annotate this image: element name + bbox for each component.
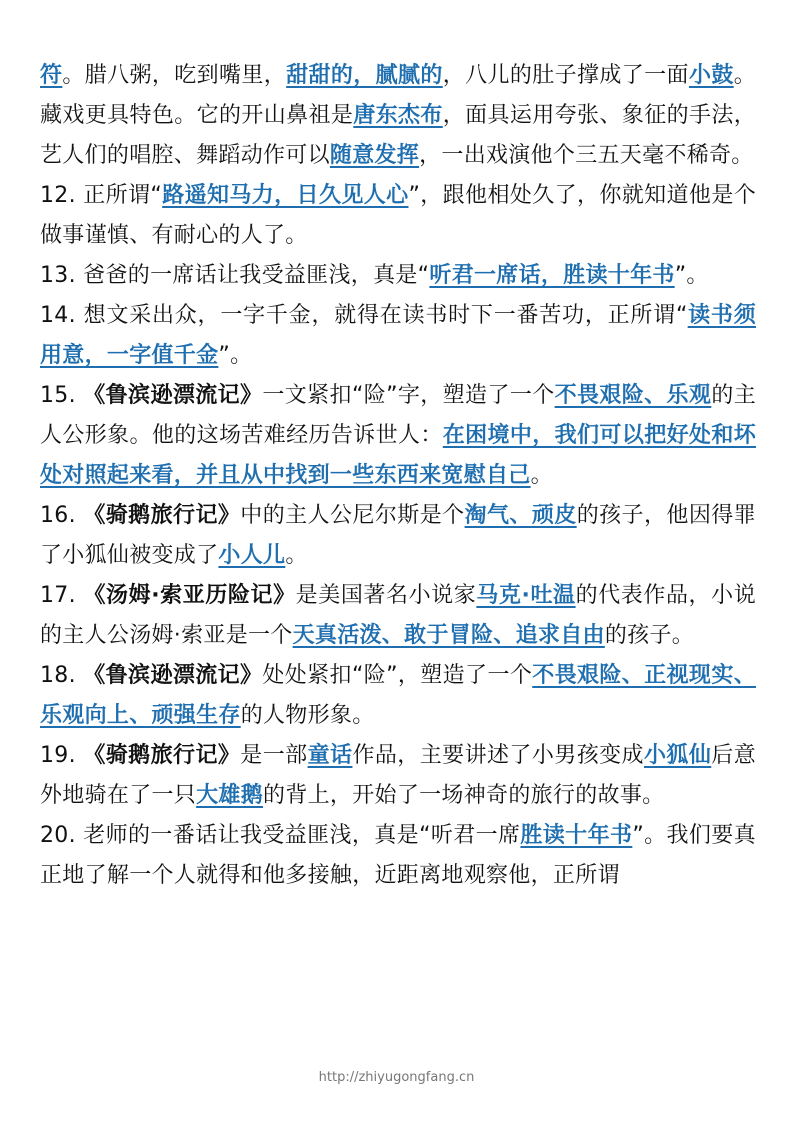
body-text: 的代表作品，小说的主人公汤姆·索亚是一个 — [40, 583, 757, 648]
body-text: 的人物形象。 — [240, 703, 375, 728]
answer-text: 符 — [40, 63, 63, 88]
body-text: 14. 想文采出众，一字千金，就得在读书时下一番苦功，正所谓“ — [40, 303, 688, 328]
book-title: 《骑鹅旅行记》 — [83, 743, 241, 768]
answer-text: 不畏艰险、乐观 — [554, 383, 712, 408]
body-text: 的孩子。 — [604, 623, 695, 648]
body-text: 15. — [40, 383, 84, 408]
body-text: 后意外地骑在了一只 — [40, 743, 756, 808]
paragraph — [40, 256, 756, 296]
answer-text: 淘气、顽皮 — [464, 503, 577, 528]
answer-text: 不畏艰险、正视现实、乐观向上、顽强生存 — [40, 663, 756, 728]
body-text: 一文紧扣“险”字，塑造了一个 — [262, 383, 555, 408]
answer-text: 大雄鹅 — [196, 783, 264, 808]
paragraph — [40, 496, 756, 576]
body-text: 处处紧扣“险”，塑造了一个 — [262, 663, 533, 688]
body-text: 。 — [530, 463, 553, 488]
answer-text: 在困境中，我们可以把好处和坏处对照起来看，并且从中找到一些东西来宽慰自己 — [40, 423, 757, 488]
answer-text: 甜甜的，腻腻的 — [286, 63, 443, 88]
book-title: 《骑鹅旅行记》 — [83, 503, 241, 528]
body-text: 17. — [40, 583, 84, 608]
body-text: 12. 正所谓“ — [40, 183, 163, 208]
paragraph — [40, 576, 756, 656]
body-text: ”。 — [218, 343, 253, 368]
paragraph — [40, 816, 756, 896]
body-text: 19. — [40, 743, 84, 768]
body-text: 。 — [285, 543, 308, 568]
body-text: 。藏戏更具特色。它的开山鼻祖是 — [40, 63, 757, 128]
body-text: 13. 爸爸的一席话让我受益匪浅，真是“ — [40, 263, 430, 288]
paragraph — [40, 176, 756, 256]
body-text: 作品，主要讲述了小男孩变成 — [352, 743, 644, 768]
body-text: 。腊八粥，吃到嘴里， — [62, 63, 287, 88]
body-text: ”。我们要真正地了解一个人就得和他多接触，近距离地观察他，正所谓 — [40, 823, 756, 888]
body-text: 是一部 — [240, 743, 308, 768]
body-text: 的孩子，他因得罪了小狐仙被变成了 — [40, 503, 756, 568]
book-title: 《汤姆·索亚历险记》 — [83, 583, 296, 608]
paragraph — [40, 376, 756, 496]
answer-text: 唐东杰布 — [353, 103, 443, 128]
answer-text: 小狐仙 — [643, 743, 712, 768]
body-text: ”。 — [674, 263, 709, 288]
paragraph — [40, 56, 756, 176]
body-text: 的背上，开始了一场神奇的旅行的故事。 — [263, 783, 665, 808]
body-text: 的主人公形象。他的这场苦难经历告诉世人： — [40, 383, 757, 448]
answer-text: 天真活泼、敢于冒险、追求自由 — [292, 623, 605, 648]
body-text: ”，跟他相处久了，你就知道他是个做事谨慎、有耐心的人了。 — [40, 183, 757, 248]
body-text: ，面具运用夸张、象征的手法，艺人们的唱腔、舞蹈动作可以 — [40, 103, 757, 168]
document-body — [40, 56, 756, 896]
answer-text: 胜读十年书 — [520, 823, 633, 848]
body-text: 是美国著名小说家 — [295, 583, 477, 608]
paragraph — [40, 296, 756, 376]
body-text: ，一出戏演他个三五天毫不稀奇。 — [419, 143, 754, 168]
body-text: 18. — [40, 663, 84, 688]
answer-text: 读书须用意，一字值千金 — [40, 303, 756, 368]
answer-text: 随意发挥 — [329, 143, 420, 168]
paragraph — [40, 656, 756, 736]
answer-text: 听君一席话，胜读十年书 — [429, 263, 675, 288]
answer-text: 马克·吐温 — [476, 583, 576, 608]
answer-text: 小人儿 — [218, 543, 286, 568]
book-title: 《鲁滨逊漂流记》 — [83, 383, 263, 408]
body-text: 20. 老师的一番话让我受益匪浅，真是“听君一席 — [40, 823, 521, 848]
footer-url: http://zhiyugongfang.cn — [318, 1070, 475, 1085]
body-text: 16. — [40, 503, 84, 528]
book-title: 《鲁滨逊漂流记》 — [83, 663, 263, 688]
body-text: 中的主人公尼尔斯是个 — [240, 503, 465, 528]
paragraph — [40, 736, 756, 816]
answer-text: 路遥知马力，日久见人心 — [162, 183, 409, 208]
answer-text: 小鼓 — [688, 63, 734, 88]
answer-text: 童话 — [307, 743, 353, 768]
body-text: ，八儿的肚子撑成了一面 — [442, 63, 689, 88]
